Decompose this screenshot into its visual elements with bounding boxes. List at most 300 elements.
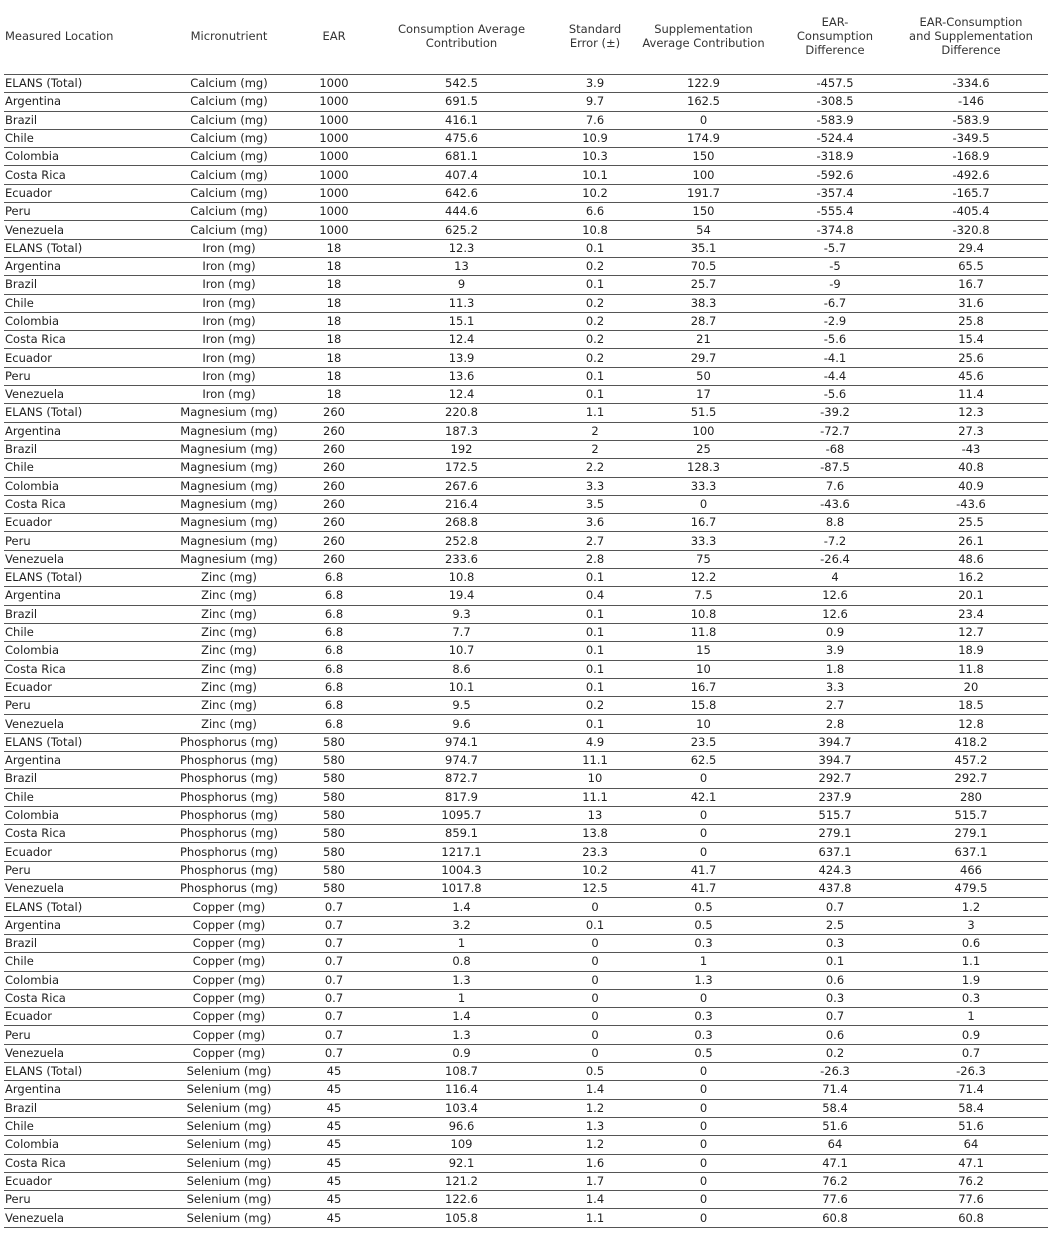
cell-ear: 260 [304,440,364,458]
table-row [4,697,1048,715]
cell-ear: 260 [304,422,364,440]
cell-consumption-average: 1.4 [364,898,559,916]
cell-consumption-average: 542.5 [364,75,559,93]
cell-supplementation-average: 0.5 [631,898,776,916]
cell-location: Brazil [4,440,154,458]
cell-micronutrient: Selenium (mg) [154,1063,304,1081]
cell-supplementation-average: 191.7 [631,184,776,202]
cell-supplementation-average: 0 [631,1209,776,1227]
cell-ear-consumption-supplementation-difference: 45.6 [894,367,1048,385]
cell-standard-error: 0 [559,953,631,971]
cell-ear-consumption-difference: 58.4 [776,1099,894,1117]
cell-micronutrient: Selenium (mg) [154,1209,304,1227]
cell-supplementation-average: 0 [631,843,776,861]
cell-consumption-average: 103.4 [364,1099,559,1117]
cell-ear-consumption-supplementation-difference: 637.1 [894,843,1048,861]
cell-ear-consumption-difference: 394.7 [776,751,894,769]
table-row [4,550,1048,568]
cell-location: Brazil [4,276,154,294]
table-row [4,386,1048,404]
cell-ear-consumption-supplementation-difference: 29.4 [894,239,1048,257]
cell-micronutrient: Magnesium (mg) [154,422,304,440]
cell-ear-consumption-difference: 437.8 [776,880,894,898]
cell-supplementation-average: 7.5 [631,587,776,605]
header-ear-consumption-difference: EAR- Consumption Difference [776,0,894,75]
cell-consumption-average: 252.8 [364,532,559,550]
cell-location: Ecuador [4,843,154,861]
cell-ear-consumption-difference: -592.6 [776,166,894,184]
cell-ear-consumption-difference: -457.5 [776,75,894,93]
header-supplementation-average: Supplementation Average Contribution [631,0,776,75]
cell-location: Argentina [4,587,154,605]
cell-supplementation-average: 28.7 [631,312,776,330]
cell-consumption-average: 0.9 [364,1044,559,1062]
cell-ear-consumption-difference: 0.6 [776,1026,894,1044]
cell-supplementation-average: 0 [631,1191,776,1209]
cell-standard-error: 2 [559,440,631,458]
cell-ear: 6.8 [304,605,364,623]
cell-ear-consumption-difference: 7.6 [776,477,894,495]
cell-location: Brazil [4,770,154,788]
cell-ear: 580 [304,825,364,843]
cell-ear-consumption-difference: 0.6 [776,971,894,989]
table-row [4,880,1048,898]
cell-standard-error: 2.7 [559,532,631,550]
cell-ear: 260 [304,514,364,532]
cell-standard-error: 1.4 [559,1191,631,1209]
cell-micronutrient: Zinc (mg) [154,697,304,715]
cell-micronutrient: Phosphorus (mg) [154,733,304,751]
cell-supplementation-average: 0.3 [631,934,776,952]
cell-ear-consumption-difference: 2.7 [776,697,894,715]
cell-ear: 6.8 [304,697,364,715]
cell-ear: 1000 [304,93,364,111]
cell-ear: 45 [304,1191,364,1209]
cell-ear-consumption-difference: 51.6 [776,1117,894,1135]
cell-standard-error: 6.6 [559,203,631,221]
cell-standard-error: 10.2 [559,861,631,879]
cell-supplementation-average: 0 [631,989,776,1007]
cell-consumption-average: 192 [364,440,559,458]
cell-supplementation-average: 0.5 [631,916,776,934]
cell-ear: 260 [304,404,364,422]
cell-ear: 18 [304,331,364,349]
cell-micronutrient: Magnesium (mg) [154,459,304,477]
cell-consumption-average: 1017.8 [364,880,559,898]
cell-standard-error: 0.1 [559,916,631,934]
cell-standard-error: 0 [559,1008,631,1026]
cell-micronutrient: Zinc (mg) [154,605,304,623]
cell-ear: 45 [304,1209,364,1227]
cell-standard-error: 1.2 [559,1099,631,1117]
table-row [4,1117,1048,1135]
cell-ear-consumption-supplementation-difference: 18.5 [894,697,1048,715]
cell-ear: 45 [304,1117,364,1135]
cell-location: ELANS (Total) [4,569,154,587]
header-consumption-average: Consumption Average Contribution [364,0,559,75]
cell-micronutrient: Calcium (mg) [154,93,304,111]
cell-ear-consumption-supplementation-difference: -168.9 [894,148,1048,166]
cell-consumption-average: 12.4 [364,386,559,404]
table-row [4,751,1048,769]
cell-ear-consumption-difference: 292.7 [776,770,894,788]
table-row [4,404,1048,422]
cell-consumption-average: 1.3 [364,971,559,989]
cell-standard-error: 0.1 [559,715,631,733]
cell-supplementation-average: 0 [631,825,776,843]
cell-micronutrient: Zinc (mg) [154,623,304,641]
table-row [4,569,1048,587]
cell-consumption-average: 625.2 [364,221,559,239]
cell-location: Colombia [4,1136,154,1154]
cell-ear-consumption-difference: -72.7 [776,422,894,440]
table-row [4,1063,1048,1081]
cell-micronutrient: Magnesium (mg) [154,532,304,550]
cell-consumption-average: 9 [364,276,559,294]
cell-ear-consumption-supplementation-difference: 12.3 [894,404,1048,422]
cell-standard-error: 0.1 [559,660,631,678]
table-row [4,678,1048,696]
cell-ear-consumption-supplementation-difference: 292.7 [894,770,1048,788]
cell-micronutrient: Calcium (mg) [154,111,304,129]
cell-location: ELANS (Total) [4,733,154,751]
cell-consumption-average: 3.2 [364,916,559,934]
cell-micronutrient: Phosphorus (mg) [154,788,304,806]
cell-ear-consumption-difference: 77.6 [776,1191,894,1209]
cell-consumption-average: 122.6 [364,1191,559,1209]
cell-ear: 260 [304,495,364,513]
cell-standard-error: 0.1 [559,367,631,385]
table-row [4,514,1048,532]
cell-ear: 6.8 [304,660,364,678]
cell-ear: 580 [304,880,364,898]
cell-location: Brazil [4,934,154,952]
cell-micronutrient: Iron (mg) [154,239,304,257]
cell-micronutrient: Zinc (mg) [154,715,304,733]
table-row [4,276,1048,294]
table-row [4,1008,1048,1026]
cell-ear-consumption-supplementation-difference: 23.4 [894,605,1048,623]
cell-micronutrient: Selenium (mg) [154,1191,304,1209]
table-row [4,806,1048,824]
cell-ear-consumption-supplementation-difference: 25.5 [894,514,1048,532]
cell-micronutrient: Calcium (mg) [154,148,304,166]
table-row [4,971,1048,989]
cell-ear-consumption-difference: 394.7 [776,733,894,751]
cell-consumption-average: 416.1 [364,111,559,129]
cell-ear: 580 [304,861,364,879]
cell-ear-consumption-difference: -39.2 [776,404,894,422]
cell-ear: 580 [304,806,364,824]
cell-location: Chile [4,1117,154,1135]
cell-supplementation-average: 0.3 [631,1026,776,1044]
cell-supplementation-average: 38.3 [631,294,776,312]
table-row [4,623,1048,641]
cell-ear: 580 [304,843,364,861]
table-row [4,587,1048,605]
cell-ear-consumption-supplementation-difference: 65.5 [894,257,1048,275]
cell-consumption-average: 12.3 [364,239,559,257]
header-measured-location: Measured Location [4,0,154,75]
cell-standard-error: 3.3 [559,477,631,495]
cell-ear-consumption-supplementation-difference: 11.4 [894,386,1048,404]
cell-location: Venezuela [4,715,154,733]
cell-ear-consumption-supplementation-difference: -583.9 [894,111,1048,129]
cell-ear-consumption-difference: 0.2 [776,1044,894,1062]
cell-location: ELANS (Total) [4,239,154,257]
cell-supplementation-average: 1.3 [631,971,776,989]
cell-micronutrient: Magnesium (mg) [154,495,304,513]
cell-ear: 45 [304,1154,364,1172]
cell-standard-error: 10.2 [559,184,631,202]
cell-ear-consumption-difference: -374.8 [776,221,894,239]
cell-ear-consumption-supplementation-difference: 58.4 [894,1099,1048,1117]
cell-ear-consumption-supplementation-difference: 20.1 [894,587,1048,605]
table-row [4,239,1048,257]
cell-ear-consumption-difference: -5.6 [776,386,894,404]
cell-micronutrient: Iron (mg) [154,257,304,275]
cell-supplementation-average: 16.7 [631,678,776,696]
cell-location: Ecuador [4,1008,154,1026]
cell-standard-error: 1.7 [559,1172,631,1190]
cell-ear: 0.7 [304,898,364,916]
cell-supplementation-average: 0.3 [631,1008,776,1026]
table-row [4,733,1048,751]
cell-ear-consumption-supplementation-difference: -405.4 [894,203,1048,221]
table-row [4,989,1048,1007]
cell-supplementation-average: 42.1 [631,788,776,806]
table-header [4,0,1048,75]
table-row [4,1209,1048,1227]
cell-standard-error: 10.1 [559,166,631,184]
cell-supplementation-average: 0.5 [631,1044,776,1062]
table-row [4,422,1048,440]
cell-supplementation-average: 0 [631,111,776,129]
cell-location: Chile [4,129,154,147]
cell-supplementation-average: 100 [631,166,776,184]
cell-standard-error: 0 [559,971,631,989]
cell-consumption-average: 817.9 [364,788,559,806]
cell-micronutrient: Copper (mg) [154,898,304,916]
cell-ear: 0.7 [304,1008,364,1026]
cell-location: Venezuela [4,550,154,568]
cell-standard-error: 0.1 [559,623,631,641]
cell-location: Colombia [4,312,154,330]
cell-supplementation-average: 41.7 [631,880,776,898]
cell-supplementation-average: 17 [631,386,776,404]
table-row [4,257,1048,275]
cell-location: Ecuador [4,184,154,202]
cell-consumption-average: 1 [364,934,559,952]
cell-standard-error: 1.4 [559,1081,631,1099]
cell-ear: 580 [304,770,364,788]
cell-ear: 260 [304,550,364,568]
cell-micronutrient: Copper (mg) [154,953,304,971]
cell-supplementation-average: 150 [631,148,776,166]
table-row [4,953,1048,971]
cell-location: Venezuela [4,1044,154,1062]
cell-standard-error: 7.6 [559,111,631,129]
cell-ear-consumption-supplementation-difference: 1 [894,1008,1048,1026]
cell-ear-consumption-difference: -5.7 [776,239,894,257]
cell-supplementation-average: 35.1 [631,239,776,257]
table-row [4,75,1048,93]
cell-ear-consumption-difference: -7.2 [776,532,894,550]
cell-standard-error: 0 [559,1026,631,1044]
table-row [4,1136,1048,1154]
cell-supplementation-average: 174.9 [631,129,776,147]
cell-ear-consumption-supplementation-difference: 64 [894,1136,1048,1154]
cell-ear-consumption-supplementation-difference: 515.7 [894,806,1048,824]
cell-ear-consumption-difference: -524.4 [776,129,894,147]
cell-ear-consumption-supplementation-difference: 76.2 [894,1172,1048,1190]
cell-ear: 6.8 [304,587,364,605]
table-row [4,440,1048,458]
cell-ear: 580 [304,751,364,769]
micronutrient-table [4,0,1048,1228]
cell-standard-error: 10.8 [559,221,631,239]
cell-location: ELANS (Total) [4,404,154,422]
cell-ear-consumption-difference: 637.1 [776,843,894,861]
cell-ear-consumption-difference: 0.3 [776,934,894,952]
cell-location: Argentina [4,422,154,440]
cell-ear-consumption-difference: 0.9 [776,623,894,641]
cell-ear-consumption-supplementation-difference: 40.9 [894,477,1048,495]
cell-location: Brazil [4,1099,154,1117]
cell-location: Venezuela [4,221,154,239]
cell-micronutrient: Phosphorus (mg) [154,843,304,861]
table-row [4,1172,1048,1190]
cell-ear-consumption-supplementation-difference: -349.5 [894,129,1048,147]
cell-ear-consumption-difference: 2.8 [776,715,894,733]
table-row [4,642,1048,660]
cell-consumption-average: 642.6 [364,184,559,202]
cell-supplementation-average: 75 [631,550,776,568]
cell-consumption-average: 1.4 [364,1008,559,1026]
cell-location: Costa Rica [4,331,154,349]
cell-ear: 45 [304,1063,364,1081]
cell-micronutrient: Phosphorus (mg) [154,861,304,879]
cell-ear-consumption-difference: -26.4 [776,550,894,568]
cell-location: Brazil [4,605,154,623]
cell-ear-consumption-difference: -9 [776,276,894,294]
cell-supplementation-average: 0 [631,1172,776,1190]
table-row [4,184,1048,202]
cell-ear: 0.7 [304,916,364,934]
cell-ear-consumption-difference: 279.1 [776,825,894,843]
cell-location: Ecuador [4,678,154,696]
cell-standard-error: 3.5 [559,495,631,513]
cell-supplementation-average: 0 [631,1063,776,1081]
cell-micronutrient: Selenium (mg) [154,1154,304,1172]
cell-ear-consumption-difference: 1.8 [776,660,894,678]
cell-ear-consumption-difference: 3.3 [776,678,894,696]
cell-supplementation-average: 23.5 [631,733,776,751]
cell-micronutrient: Selenium (mg) [154,1081,304,1099]
cell-standard-error: 0.2 [559,257,631,275]
cell-micronutrient: Zinc (mg) [154,569,304,587]
cell-ear-consumption-difference: 12.6 [776,587,894,605]
cell-ear-consumption-difference: -357.4 [776,184,894,202]
cell-standard-error: 0.2 [559,312,631,330]
table-row [4,129,1048,147]
cell-ear: 6.8 [304,678,364,696]
cell-location: Costa Rica [4,1154,154,1172]
cell-ear-consumption-supplementation-difference: -320.8 [894,221,1048,239]
cell-micronutrient: Magnesium (mg) [154,404,304,422]
cell-ear-consumption-supplementation-difference: 77.6 [894,1191,1048,1209]
table-row [4,788,1048,806]
table-row [4,349,1048,367]
cell-micronutrient: Zinc (mg) [154,642,304,660]
cell-consumption-average: 0.8 [364,953,559,971]
table-row [4,459,1048,477]
cell-standard-error: 11.1 [559,751,631,769]
cell-consumption-average: 19.4 [364,587,559,605]
cell-ear-consumption-supplementation-difference: 3 [894,916,1048,934]
cell-ear-consumption-difference: 76.2 [776,1172,894,1190]
table-row [4,221,1048,239]
cell-consumption-average: 9.6 [364,715,559,733]
cell-standard-error: 1.6 [559,1154,631,1172]
cell-supplementation-average: 29.7 [631,349,776,367]
cell-ear-consumption-difference: 0.7 [776,898,894,916]
cell-supplementation-average: 0 [631,495,776,513]
cell-ear: 45 [304,1172,364,1190]
table-row [4,1026,1048,1044]
cell-consumption-average: 13 [364,257,559,275]
cell-ear-consumption-supplementation-difference: 18.9 [894,642,1048,660]
cell-location: Brazil [4,111,154,129]
table-row [4,495,1048,513]
cell-ear: 1000 [304,184,364,202]
cell-ear: 0.7 [304,953,364,971]
cell-micronutrient: Calcium (mg) [154,203,304,221]
cell-ear-consumption-difference: -5 [776,257,894,275]
cell-ear-consumption-supplementation-difference: 27.3 [894,422,1048,440]
cell-ear-consumption-supplementation-difference: -165.7 [894,184,1048,202]
cell-ear-consumption-supplementation-difference: 12.8 [894,715,1048,733]
table-row [4,861,1048,879]
cell-supplementation-average: 0 [631,806,776,824]
cell-location: Chile [4,459,154,477]
cell-location: Argentina [4,916,154,934]
cell-standard-error: 2.8 [559,550,631,568]
table-row [4,294,1048,312]
cell-ear-consumption-supplementation-difference: 1.1 [894,953,1048,971]
cell-micronutrient: Iron (mg) [154,367,304,385]
cell-ear: 260 [304,532,364,550]
cell-supplementation-average: 0 [631,1081,776,1099]
cell-micronutrient: Copper (mg) [154,1026,304,1044]
cell-location: Chile [4,294,154,312]
cell-ear-consumption-difference: -87.5 [776,459,894,477]
cell-ear-consumption-difference: 237.9 [776,788,894,806]
cell-ear: 45 [304,1099,364,1117]
cell-ear-consumption-difference: -5.6 [776,331,894,349]
cell-ear-consumption-supplementation-difference: 48.6 [894,550,1048,568]
table-row [4,532,1048,550]
table-container [4,0,1048,1228]
cell-consumption-average: 9.3 [364,605,559,623]
cell-micronutrient: Iron (mg) [154,294,304,312]
cell-ear: 580 [304,733,364,751]
cell-location: Ecuador [4,514,154,532]
cell-supplementation-average: 0 [631,770,776,788]
cell-location: Argentina [4,1081,154,1099]
cell-location: Chile [4,953,154,971]
cell-ear: 6.8 [304,569,364,587]
